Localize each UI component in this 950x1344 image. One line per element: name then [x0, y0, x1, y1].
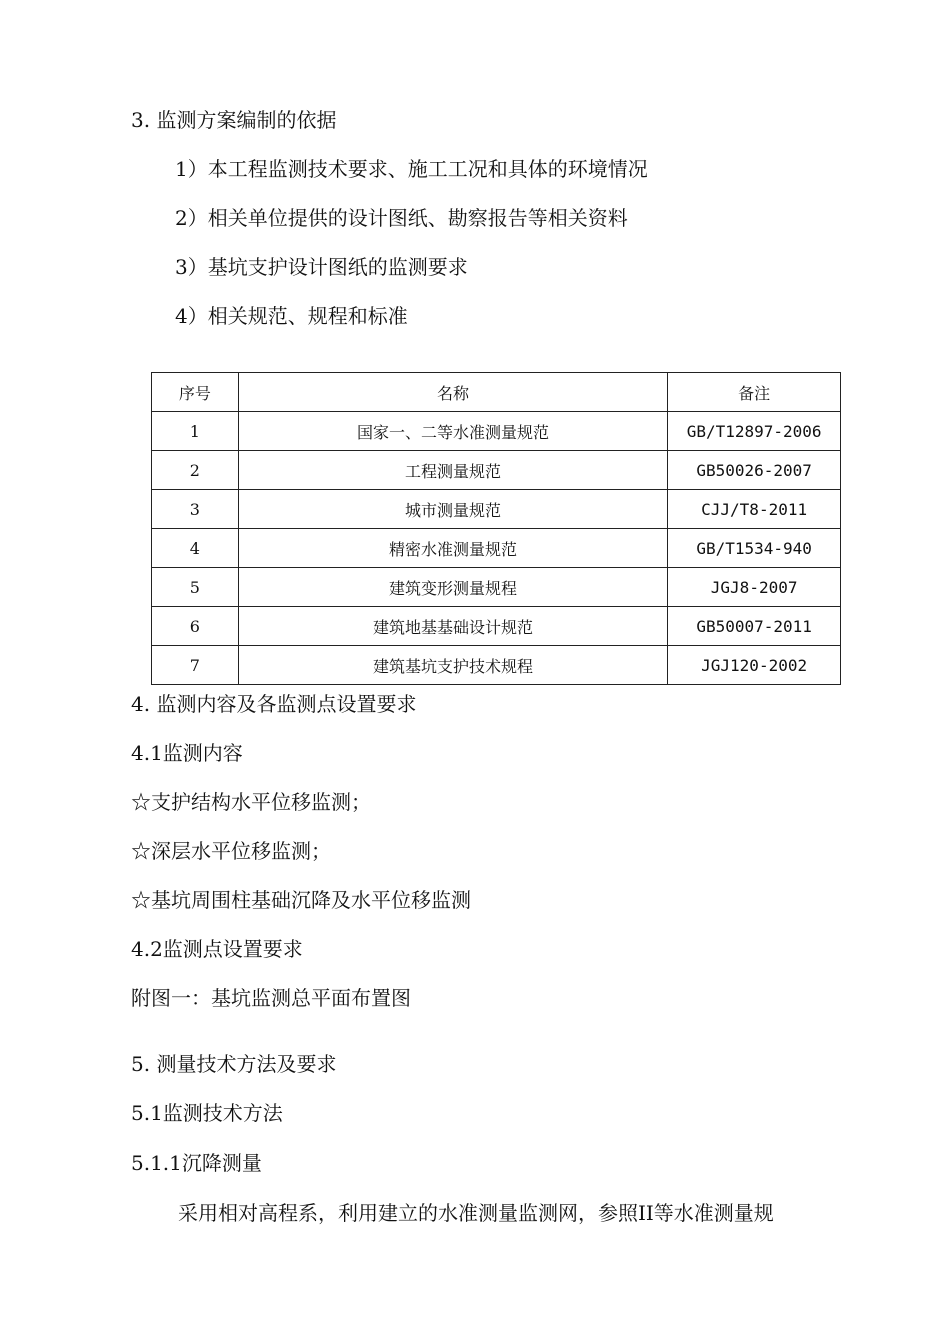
cell-index: 1 [152, 412, 239, 451]
table-header-row [152, 373, 841, 412]
section5-1-1-heading: 5.1.1沉降测量 [131, 1151, 262, 1175]
bullet-item: ☆基坑周围柱基础沉降及水平位移监测 [131, 888, 471, 912]
cell-remark: GB50026-2007 [668, 451, 841, 490]
table-row [152, 607, 841, 646]
section4-2-heading: 4.2监测点设置要求 [131, 937, 303, 961]
cell-remark: JGJ120-2002 [668, 646, 841, 685]
table-row [152, 451, 841, 490]
section3-item-1: 1）本工程监测技术要求、施工工况和具体的环境情况 [175, 157, 648, 181]
header-remark: 备注 [668, 373, 841, 412]
cell-index: 5 [152, 568, 239, 607]
cell-index: 3 [152, 490, 239, 529]
cell-index: 2 [152, 451, 239, 490]
table-row [152, 646, 841, 685]
cell-name: 国家一、二等水准测量规范 [238, 412, 668, 451]
cell-name: 建筑地基基础设计规范 [238, 607, 668, 646]
cell-name: 城市测量规范 [238, 490, 668, 529]
table-row [152, 490, 841, 529]
bullet-item: ☆支护结构水平位移监测； [131, 790, 371, 814]
cell-remark: GB50007-2011 [668, 607, 841, 646]
cell-name: 建筑变形测量规程 [238, 568, 668, 607]
table-row [152, 412, 841, 451]
cell-remark: GB/T12897-2006 [668, 412, 841, 451]
figure-reference: 附图一：基坑监测总平面布置图 [131, 986, 411, 1010]
body-paragraph: 采用相对高程系，利用建立的水准测量监测网，参照II等水准测量规 [178, 1201, 774, 1225]
standards-table [151, 372, 841, 685]
section3-item-4: 4）相关规范、规程和标准 [175, 304, 408, 328]
cell-index: 7 [152, 646, 239, 685]
cell-remark: GB/T1534-940 [668, 529, 841, 568]
section3-item-3: 3）基坑支护设计图纸的监测要求 [175, 255, 468, 279]
section3-heading: 3. 监测方案编制的依据 [131, 108, 337, 132]
cell-remark: CJJ/T8-2011 [668, 490, 841, 529]
header-index: 序号 [152, 373, 239, 412]
bullet-item: ☆深层水平位移监测； [131, 839, 331, 863]
table-row [152, 568, 841, 607]
cell-index: 6 [152, 607, 239, 646]
cell-name: 工程测量规范 [238, 451, 668, 490]
cell-name: 精密水准测量规范 [238, 529, 668, 568]
section4-1-heading: 4.1监测内容 [131, 741, 243, 765]
section4-heading: 4. 监测内容及各监测点设置要求 [131, 692, 417, 716]
cell-remark: JGJ8-2007 [668, 568, 841, 607]
header-name: 名称 [238, 373, 668, 412]
section3-item-2: 2）相关单位提供的设计图纸、勘察报告等相关资料 [175, 206, 628, 230]
section5-1-heading: 5.1监测技术方法 [131, 1101, 283, 1125]
section5-heading: 5. 测量技术方法及要求 [131, 1052, 337, 1076]
cell-index: 4 [152, 529, 239, 568]
table-row [152, 529, 841, 568]
cell-name: 建筑基坑支护技术规程 [238, 646, 668, 685]
